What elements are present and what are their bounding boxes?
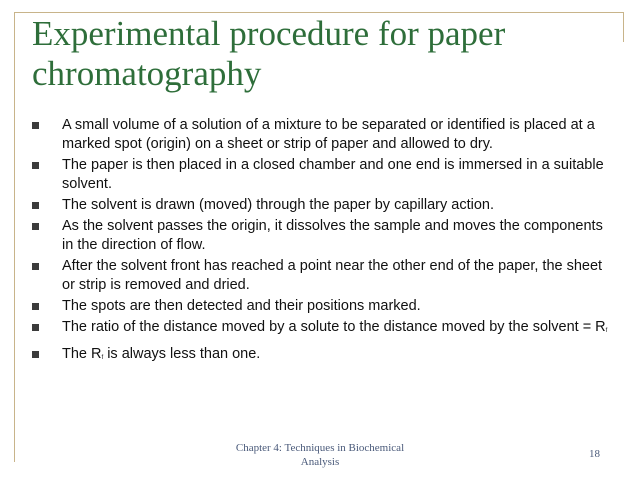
square-bullet-icon xyxy=(32,202,39,209)
bullet-text: The R xyxy=(62,346,102,362)
square-bullet-icon xyxy=(32,303,39,310)
square-bullet-icon xyxy=(32,263,39,270)
square-bullet-icon xyxy=(32,324,39,331)
bullet-text: is always less than one. xyxy=(103,346,261,362)
rf-subscript: f xyxy=(605,328,608,334)
square-bullet-icon xyxy=(32,223,39,230)
bullet-list xyxy=(28,116,608,370)
footer-analysis-line: Analysis xyxy=(300,456,340,468)
bullet-item xyxy=(28,156,608,194)
slide-frame-left xyxy=(14,12,15,462)
bullet-text: After the solvent front has reached a point near the other end of the paper, the sheet or strip is removed and dried. xyxy=(62,258,603,293)
square-bullet-icon xyxy=(32,162,39,169)
bullet-item-rf-less xyxy=(28,345,608,368)
bullet-text: A small volume of a solution of a mixture to be separated or identified is placed at a marked spot (origin) on a sheet or strip of paper and allowed to dry. xyxy=(62,117,595,152)
bullet-text: The ratio of the distance moved by a solute to the distance moved by the solvent = R xyxy=(62,319,606,335)
bullet-item xyxy=(28,297,608,316)
square-bullet-icon xyxy=(32,122,39,129)
square-bullet-icon xyxy=(32,351,39,358)
bullet-text: As the solvent passes the origin, it dissolves the sample and moves the components in the direction of flow. xyxy=(62,218,603,253)
bullet-text: The spots are then detected and their positions marked. xyxy=(62,298,421,314)
slide-title: Experimental procedure for paper chromatography xyxy=(32,14,506,93)
bullet-text: The solvent is drawn (moved) through the paper by capillary action. xyxy=(62,197,494,213)
slide-frame-top xyxy=(14,12,624,13)
rf-subscript: f xyxy=(101,355,104,361)
bullet-item xyxy=(28,217,608,255)
bullet-item-rf-definition xyxy=(28,318,608,341)
slide-frame-right-tick xyxy=(623,12,624,42)
bullet-item xyxy=(28,116,608,154)
bullet-text: The paper is then placed in a closed chamber and one end is immersed in a suitable solvent. xyxy=(62,157,604,192)
slide-footer xyxy=(200,441,440,469)
page-number: 18 xyxy=(589,448,600,460)
bullet-item xyxy=(28,257,608,295)
bullet-item xyxy=(28,196,608,215)
footer-chapter-line: Chapter 4: Techniques in Biochemical xyxy=(235,442,405,454)
